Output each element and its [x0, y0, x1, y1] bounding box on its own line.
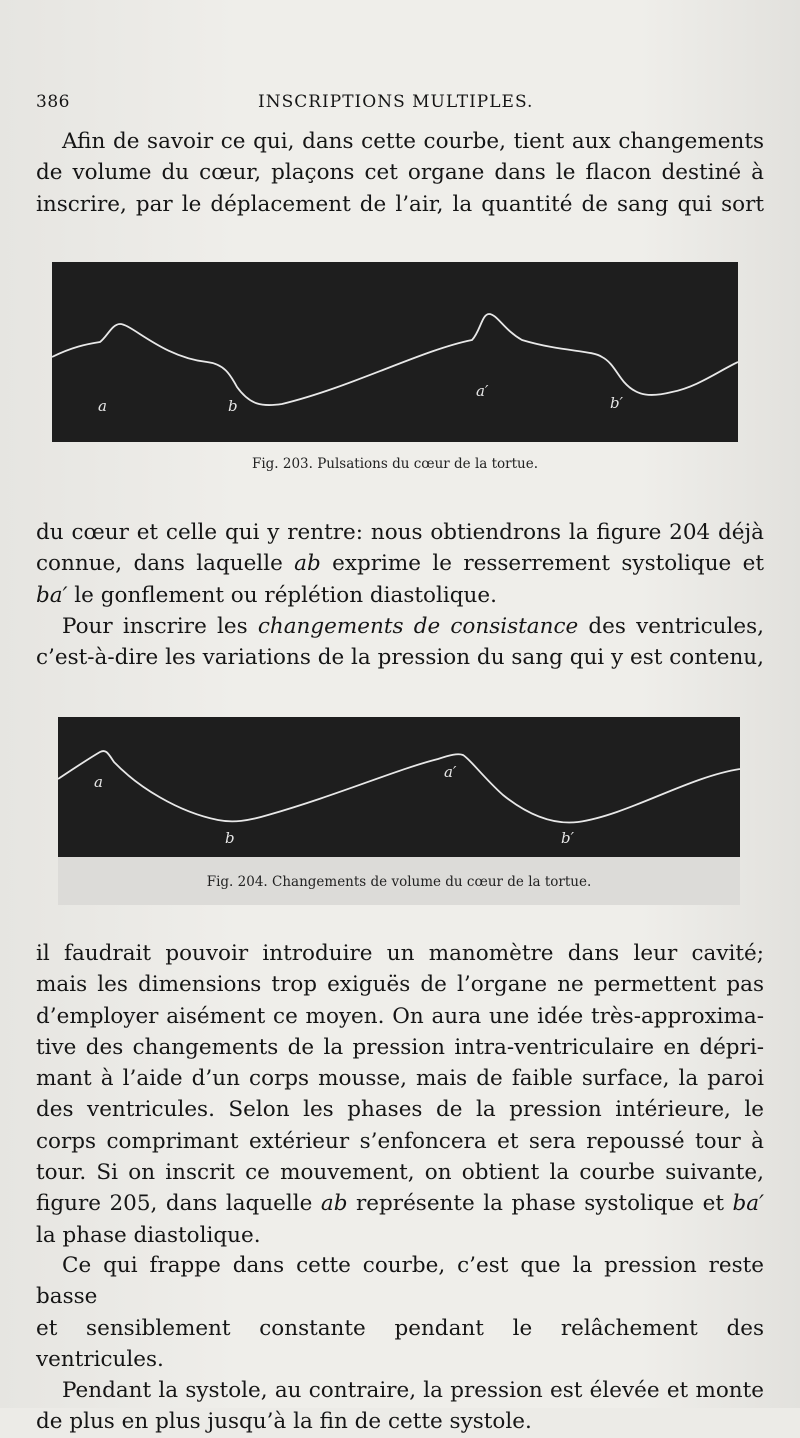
- text-line: figure 205, dans laquelle ab représente la phase systolique et ba′: [36, 1191, 764, 1217]
- pulse-curve: [52, 314, 738, 405]
- figure-203: [52, 262, 738, 442]
- figure-204-trace: [58, 717, 740, 857]
- text-line: corps comprimant extérieur s’enfoncera et sera repoussé tour à: [36, 1128, 764, 1154]
- text-line: inscrire, par le déplacement de l’air, la quantité de sang qui sort: [36, 191, 764, 217]
- label-a: a: [94, 773, 103, 791]
- paragraph-1: [36, 126, 764, 220]
- figure-203-trace: [52, 262, 738, 442]
- label-a-prime: a′: [444, 763, 457, 781]
- paragraph-2: [36, 517, 764, 673]
- text-line: et sensiblement constante pendant le relâchement des ventricules.: [36, 1315, 764, 1372]
- text-line: d’employer aisément ce moyen. On aura une idée très-approxima-: [36, 1003, 764, 1029]
- text-line: tour. Si on inscrit ce mouvement, on obtient la courbe suivante,: [36, 1160, 764, 1186]
- figure-204: [58, 717, 740, 857]
- text-line: la phase diastolique.: [36, 1222, 261, 1248]
- paragraph-5-6: [36, 1250, 764, 1438]
- volume-curve: [58, 751, 740, 823]
- text-line: mais les dimensions trop exiguës de l’organe ne permettent pas: [36, 972, 764, 998]
- label-b: b: [228, 397, 238, 415]
- text-line: il faudrait pouvoir introduire un manomètre dans leur cavité;: [36, 941, 764, 966]
- text-line: mant à l’aide d’un corps mousse, mais de faible surface, la paroi: [36, 1066, 764, 1092]
- figure-203-caption: Fig. 203. Pulsations du cœur de la tortue.: [251, 456, 539, 472]
- text-line: c’est-à-dire les variations de la pression du sang qui y est contenu,: [36, 645, 764, 671]
- text-line: connue, dans laquelle ab exprime le resserrement systolique et: [36, 551, 765, 577]
- text-line: de volume du cœur, plaçons cet organe dans le flacon destiné à: [36, 160, 764, 186]
- paragraph-4: [36, 938, 764, 1251]
- text-line: Ce qui frappe dans cette courbe, c’est que la pression reste basse: [36, 1253, 764, 1310]
- page-number: 386: [36, 92, 70, 112]
- text-line: ba′ le gonflement ou réplétion diastolique.: [36, 582, 497, 608]
- text-line: Pendant la systole, au contraire, la pression est élevée et monte: [62, 1378, 764, 1404]
- label-a: a: [98, 397, 107, 415]
- text-line: des ventricules. Selon les phases de la pression intérieure, le: [36, 1097, 764, 1123]
- running-title: INSCRIPTIONS MULTIPLES.: [258, 92, 534, 112]
- text-line: de plus en plus jusqu’à la fin de cette systole.: [36, 1409, 532, 1435]
- text-line: tive des changements de la pression intra-ventriculaire en dépri-: [36, 1034, 764, 1060]
- text-line: Pour inscrire les changements de consistance des ventricules,: [62, 613, 764, 639]
- label-a-prime: a′: [476, 382, 489, 400]
- text-line: Afin de savoir ce qui, dans cette courbe, tient aux changements: [62, 129, 764, 154]
- page-header: [36, 92, 756, 122]
- label-b-prime: b′: [561, 829, 575, 847]
- figure-204-caption: Fig. 204. Changements de volume du cœur de la tortue.: [206, 874, 592, 890]
- text-line: du cœur et celle qui y rentre: nous obtiendrons la figure 204 déjà: [36, 520, 764, 545]
- label-b-prime: b′: [610, 394, 624, 412]
- label-b: b: [225, 829, 235, 847]
